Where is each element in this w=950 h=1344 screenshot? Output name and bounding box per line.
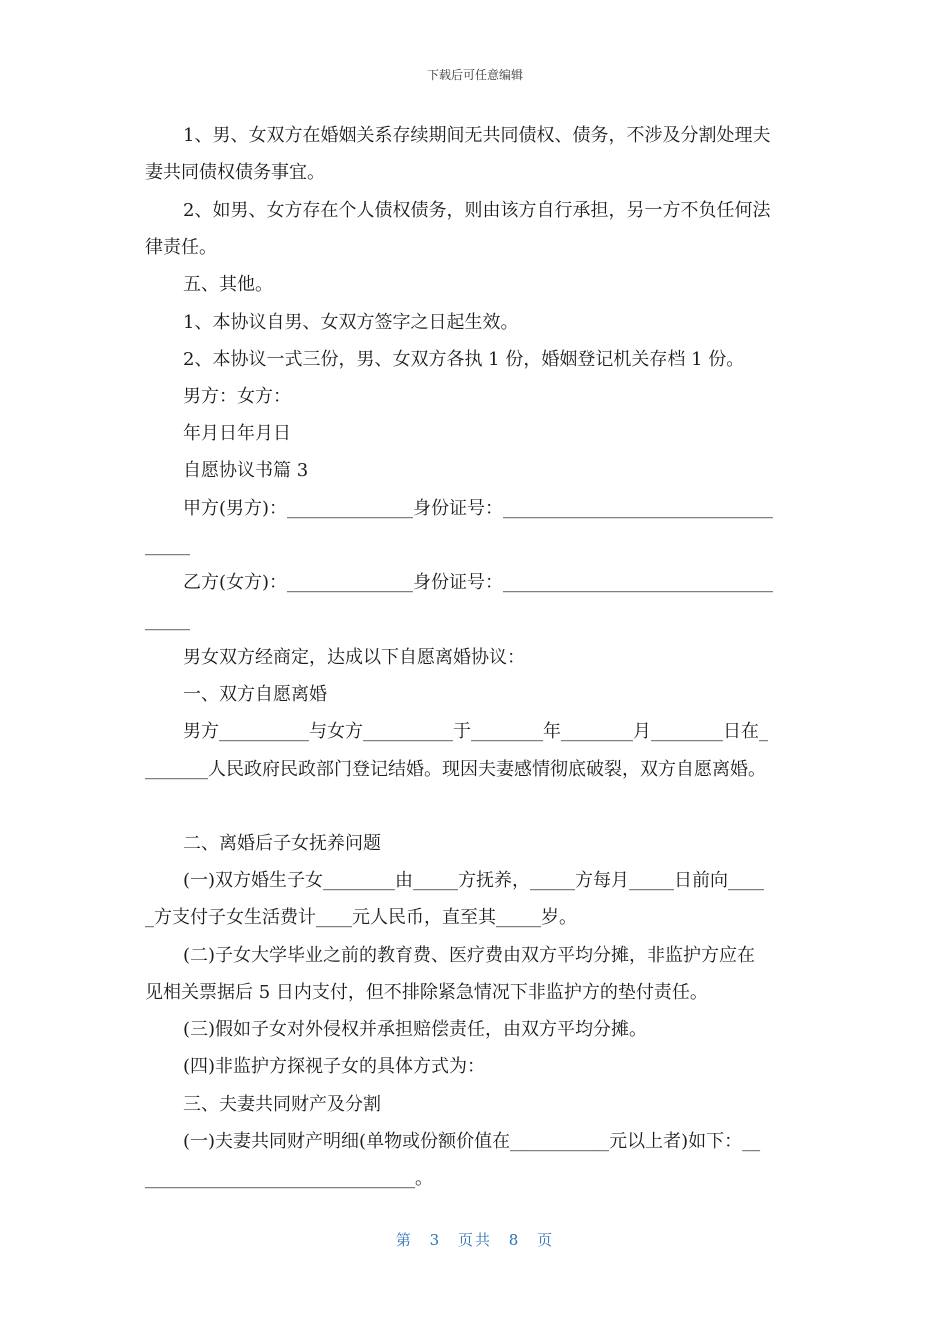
page-number-footer: 第 3 页共 8 页 — [395, 1231, 555, 1249]
clause-1-line-2: 妻共同债权债务事宜。 — [145, 162, 325, 183]
education-cost-line-2: 见相关票据后 5 日内支付，但不排除紧急情况下非监护方的垫付责任。 — [145, 982, 708, 1003]
section-3-heading: 三、夫妻共同财产及分割 — [183, 1094, 381, 1115]
marriage-info-line-2: _______人民政府民政部门登记结婚。现因夫妻感情彻底破裂，双方自愿离婚。 — [145, 759, 766, 780]
clause-2-line-2: 律责任。 — [145, 237, 217, 258]
section-2-heading: 二、离婚后子女抚养问题 — [183, 833, 381, 854]
section-5-heading: 五、其他。 — [183, 274, 273, 295]
agreement-intro: 男女双方经商定，达成以下自愿离婚协议： — [183, 647, 525, 668]
signature-dates: 年月日年月日 — [183, 423, 291, 444]
section-5-item-2: 2、本协议一式三份，男、女双方各执 1 份，婚姻登记机关存档 1 份。 — [183, 349, 745, 370]
party-a-line: 甲方(男方)：______________身份证号：______________________________ — [183, 498, 774, 519]
party-b-blank-continuation: _____ — [145, 610, 190, 631]
page-header: 下载后可任意编辑 — [426, 68, 523, 82]
document-title: 自愿协议书篇 3 — [183, 460, 309, 481]
visitation-clause: (四)非监护方探视子女的具体方式为： — [183, 1056, 486, 1077]
property-line-2: ______________________________。 — [145, 1168, 433, 1189]
clause-1-line-1: 1、男、女双方在婚姻关系存续期间无共同债权、债务，不涉及分割处理夫 — [183, 125, 771, 146]
property-line-1: (一)夫妻共同财产明细(单物或份额价值在___________元以上者)如下：__ — [183, 1131, 761, 1152]
party-b-line: 乙方(女方)：______________身份证号：______________________________ — [183, 572, 774, 593]
marriage-info-line-1: 男方__________与女方__________于________年________月________日在_ — [183, 721, 768, 742]
child-custody-line-2: _方支付子女生活费计____元人民币，直至其_____岁。 — [145, 907, 577, 928]
liability-clause: (三)假如子女对外侵权并承担赔偿责任，由双方平均分摊。 — [183, 1019, 648, 1040]
section-1-heading: 一、双方自愿离婚 — [183, 684, 327, 705]
section-5-item-1: 1、本协议自男、女双方签字之日起生效。 — [183, 312, 519, 333]
signature-parties: 男方：女方： — [183, 386, 291, 407]
party-a-blank-continuation: _____ — [145, 535, 190, 556]
education-cost-line-1: (二)子女大学毕业之前的教育费、医疗费由双方平均分摊，非监护方应在 — [183, 945, 756, 966]
clause-2-line-1: 2、如男、女方存在个人债权债务，则由该方自行承担，另一方不负任何法 — [183, 200, 771, 221]
child-custody-line-1: (一)双方婚生子女________由_____方抚养，_____方每月_____日前向____ — [183, 870, 765, 891]
